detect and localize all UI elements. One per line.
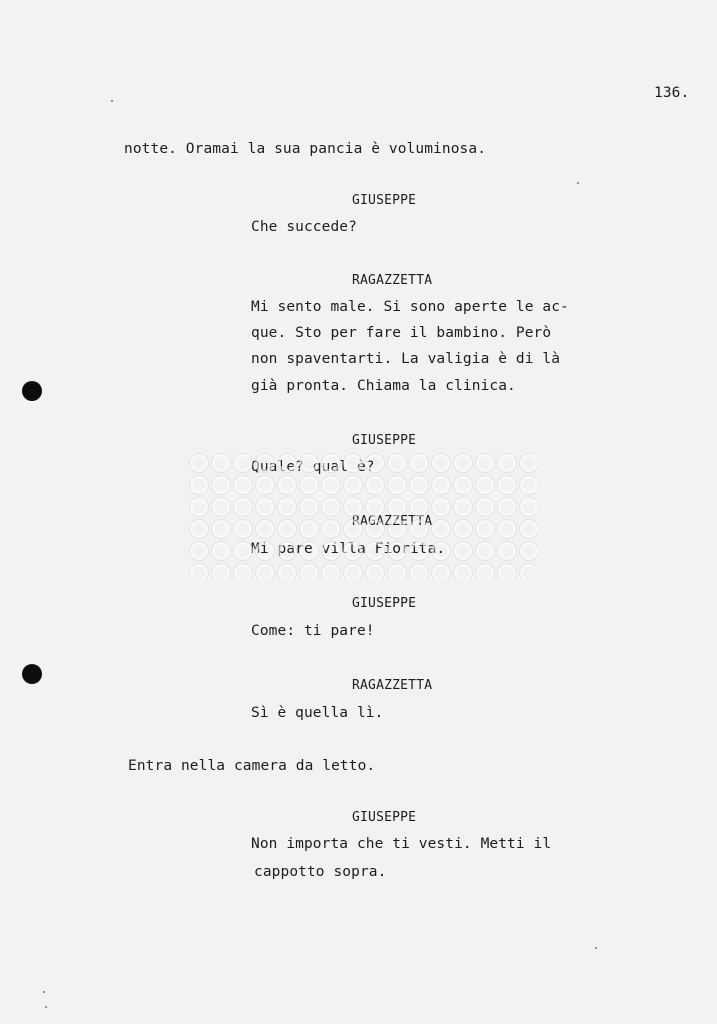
dialogue-line: cappotto sopra. [254,864,387,880]
character-name: GIUSEPPE [352,596,417,611]
dialogue-line: Che succede? [251,219,357,235]
dialogue-line: Come: ti pare! [251,623,375,639]
binder-hole [22,664,42,684]
dialogue-line: non spaventarti. La valigia è di là [251,351,561,367]
dialogue-line: già pronta. Chiama la clinica. [251,378,516,394]
character-name: GIUSEPPE [352,810,417,825]
dialogue-line: Non importa che ti vesti. Metti il [251,836,552,852]
character-name: RAGAZZETTA [352,678,433,693]
character-name: RAGAZZETTA [352,273,433,288]
action-line: notte. Oramai la sua pancia è voluminosa. [124,141,487,157]
watermark-logo [188,452,538,580]
paper-speck [45,1006,47,1008]
dialogue-line: Mi sento male. Si sono aperte le ac- [251,299,569,315]
paper-speck [577,182,579,184]
action-line: Entra nella camera da letto. [128,758,376,774]
dialogue-line: Sì è quella lì. [251,705,384,721]
page-number: 136. [654,85,690,101]
paper-speck [43,991,45,993]
character-name: GIUSEPPE [352,433,417,448]
paper-speck [595,947,597,949]
character-name: GIUSEPPE [352,193,417,208]
binder-hole [22,381,42,401]
paper-speck [111,100,113,102]
dialogue-line: que. Sto per fare il bambino. Però [251,325,552,341]
